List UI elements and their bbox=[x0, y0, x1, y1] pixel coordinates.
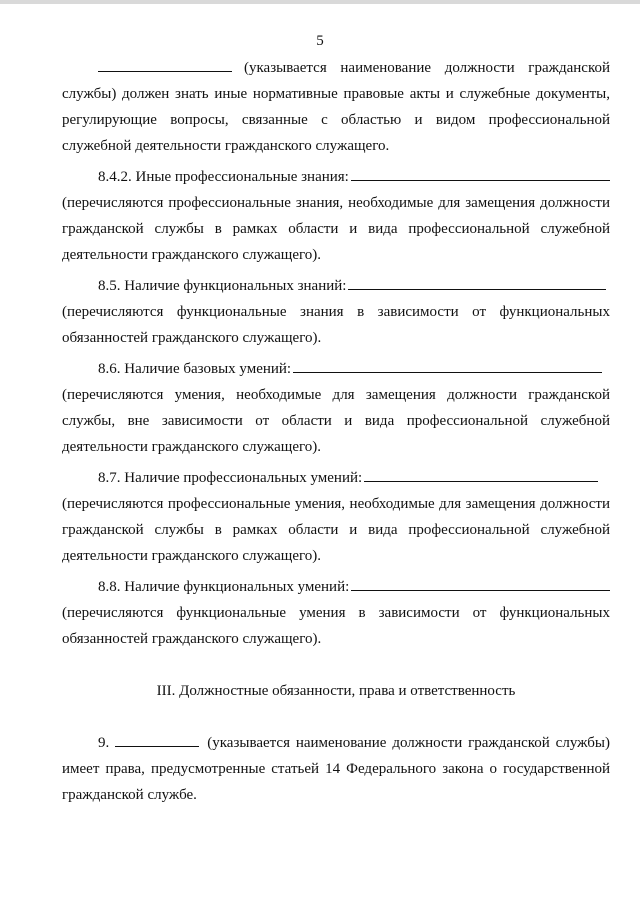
description-8-8: (перечисляются функциональные умения в зависимости от функциональных обязанностей гражданского служащего). bbox=[62, 605, 610, 647]
heading-8-8 bbox=[62, 574, 610, 600]
paragraph-position-knowledge: службы) должен знать иные нормативные правовые акты и служебные документы, регулирующие вопросы, связанные с областью и видом профессиональной служебной деятельности гражданского служащего. bbox=[62, 86, 610, 154]
blank-line bbox=[115, 733, 199, 747]
description-8-5: (перечисляются функциональные знания в зависимости от функциональных обязанностей гражданского служащего). bbox=[62, 304, 610, 346]
heading-text: 8.4.2. Иные профессиональные знания: bbox=[98, 169, 349, 185]
blank-line bbox=[348, 276, 606, 290]
paragraph-position-knowledge-line bbox=[62, 55, 610, 81]
blank-line bbox=[98, 58, 232, 72]
blank-line bbox=[364, 468, 598, 482]
paragraph-number: 9. bbox=[98, 735, 110, 751]
blank-line bbox=[351, 167, 610, 181]
heading-text: 8.7. Наличие профессиональных умений: bbox=[98, 470, 363, 486]
blank-line bbox=[293, 359, 602, 373]
description-8-6: (перечисляются умения, необходимые для замещения должности гражданской службы, вне зависимости от области и вида профессиональной служебной деятельности гражданского служащего). bbox=[62, 387, 610, 455]
heading-8-5 bbox=[62, 273, 610, 299]
paragraph-text: (указывается наименование должности гражданской службы) bbox=[207, 735, 610, 751]
heading-text: 8.8. Наличие функциональных умений: bbox=[98, 579, 350, 595]
heading-text: 8.6. Наличие базовых умений: bbox=[98, 361, 292, 377]
description-8-7: (перечисляются профессиональные умения, необходимые для замещения должности гражданской службы в рамках области и вида профессиональной служебной деятельности гражданского служащего). bbox=[62, 496, 610, 564]
paragraph-text: (указывается наименование должности гражданской bbox=[244, 60, 610, 76]
page-number: 5 bbox=[316, 33, 324, 49]
description-8-4-2: (перечисляются профессиональные знания, необходимые для замещения должности гражданской службы в рамках области и вида профессиональной служебной деятельности гражданского служащего). bbox=[62, 195, 610, 263]
heading-text: 8.5. Наличие функциональных знаний: bbox=[98, 278, 347, 294]
top-scan-edge bbox=[0, 0, 640, 4]
document-body bbox=[62, 55, 610, 808]
heading-8-6 bbox=[62, 356, 610, 382]
section-title: III. Должностные обязанности, права и ответственность bbox=[156, 683, 516, 699]
blank-line bbox=[351, 577, 610, 591]
paragraph-9-line bbox=[62, 730, 610, 756]
paragraph-9: имеет права, предусмотренные статьей 14 Федерального закона о государственной гражданской службе. bbox=[62, 761, 610, 803]
heading-8-7 bbox=[62, 465, 610, 491]
heading-8-4-2 bbox=[62, 164, 610, 190]
